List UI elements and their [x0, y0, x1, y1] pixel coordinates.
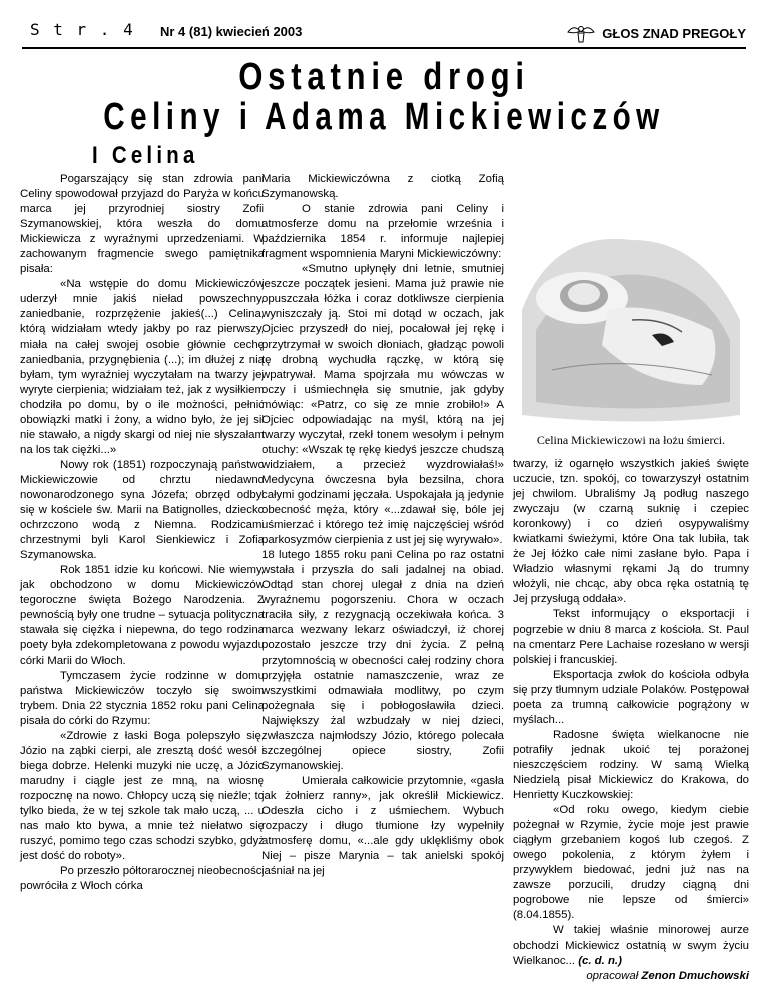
paragraph: Maria Mickiewiczówna z ciotką Zofią Szymanowską.: [262, 173, 504, 201]
author-name: Zenon Dmuchowski: [641, 969, 749, 982]
paragraph: «Od roku owego, kiedym ciebie pożegnał w Rzymie, życie moje jest prawie ciągłym grzebaniem kogoś lub czegoś. Z owego pokolenia, z którym żyłem i przywykłem biedować, jedni już nas na zawsze porzucili, drudzy ciągną dni pogrobowe nie lepsze od śmierci» (8.04.1855).: [513, 804, 749, 922]
paragraph: 18 lutego 1855 roku pani Celina po raz ostatni wstała i przyszła do sali jadalnej na obiad. Odtąd stan chorej ulegał z dnia na dzień wyraźnemu pogorszeniu. Chora w oczach traciła siły, z rezygnacją oczekiwała końca. 3 marca wezwany lekarz oświadczył, iż chorej pozostało jeszcze trzy dni życia. Z pełną przytomnością w obecności całej rodziny chora przyjęła ostatnie namaszczenie, wraz ze wszystkimi odmawiała modlitwy, po czym pożegnała się i pobłogosławiła dzieci. Największy żal wzbudzały w niej dzieci, zwłaszcza najmłodszy Józio, którego polecała szczególnej opiece siostry, Zofii Szymanowskiej.: [262, 549, 504, 772]
paragraph: Tekst informujący o eksportacji i pogrzebie w dniu 8 marca z kościoła. St. Paul na cmentarz Pere Lachaise rozesłano w wersji polskiej i francuskiej.: [513, 608, 749, 666]
deathbed-illustration: [512, 170, 750, 430]
column-1: [20, 172, 264, 894]
column-2: [262, 172, 504, 879]
publication-name: [566, 22, 746, 44]
paragraph: Radosne święta wielkanocne nie potrafiły jednak ukoić tej porażonej nieszczęściem rodziny. W samą Wielką Niedzielą pisał Mickiewicz do Krakowa, do Henrietty Kuczkowskiej:: [513, 728, 749, 802]
article-title-line1: Ostatnie drogi: [238, 56, 530, 98]
column-3: [513, 457, 749, 984]
signature-prefix: opracował: [586, 969, 639, 982]
paragraph: [513, 923, 749, 968]
paragraph: «Zdrowie z łaski Boga polepszyło się, Józio na ząbki cierpi, ale zresztą dość wesół i biega dobrze. Helenki muzyki nie uczę, a Józio marudny i ciągle jest ze mną, na wiosnę rozpocznę na nowo. Chłopcy uczą się nieźle; to tylko bieda, że w tej szkole tak mało uczą, ... u nas mało kto bywa, a mnie też niełatwo się ruszyć, pomimo tego czas schodzi szybko, gdyż jest dość do roboty».: [20, 729, 264, 863]
page-number: S t r . 4: [30, 20, 135, 39]
paragraph: Umierała całkowicie przytomnie, «gasła jak żołnierz ranny», jak określił Mickiewicz. Odeszła cicho i z uśmiechem. Wybuch rozpaczy i długo tłumione łzy wypełniły atmosferę domu, «...ale gdy uklękliśmy obok Niej – pisze Marynia – tak anielski spokój jaśniał na jej: [262, 774, 504, 878]
paragraph: Pogarszający się stan zdrowia pani Celiny spowodował przyjazd do Paryża w końcu marca jej przyrodniej siostry Zofii Szymanowskiej, która weszła do domu Mickiewicza z wyraźnymi uprzedzeniami. W zachowanym fragmencie swego pamiętnika pisała:: [20, 173, 264, 276]
signature: [513, 969, 749, 984]
paragraph: Rok 1851 idzie ku końcowi. Nie wiemy, jak obchodzono w domu Mickiewiczów tegoroczne święta Bożego Narodzenia. Z pewnością były one trudne – sytuacja polityczna stawała się ciężka i niepewna, do tego rodzina poety była zdekompletowana z powodu wyjazdu córki Marii do Włoch.: [20, 564, 264, 667]
paragraph: O stanie zdrowia pani Celiny i atmosferze domu na przełomie września i października 1854 r. informuje najlepiej fragment wspomnienia Maryni Mickiewiczówny:: [262, 203, 504, 261]
article-title-line2: Celiny i Adama Mickiewiczów: [103, 96, 665, 138]
header-rule: [22, 47, 746, 49]
publication-title: GŁOS ZNAD PREGOŁY: [602, 25, 746, 41]
paragraph-text: W takiej właśnie minorowej aurze obchodzi Mickiewicz ostatnią w swym życiu Wielkanoc...: [513, 924, 749, 967]
paragraph: Eksportacja zwłok do kościoła odbyła się przy tłumnym udziale Polaków. Postępował poeta za trumną całkowicie pogrążony w myślach...: [513, 668, 749, 726]
illustration-caption: Celina Mickiewiczowi na łożu śmierci.: [536, 433, 726, 447]
issue-label: Nr 4 (81) kwiecień 2003: [160, 24, 303, 39]
angel-logo-icon: [566, 22, 596, 44]
paragraph: «Smutno upłynęły dni letnie, smutniej jeszcze początek jesieni. Mama już prawie nie opuszczała łóżka i coraz dotkliwsze cierpienia wyniszczały ją. Stoi mi dotąd w oczach, jak Ojciec przyszedł do niej, pocałował jej rękę i przytrzymał w swoich dłoniach, gładząc powoli tę drobną wychudła rączkę, w którą się wpatrywał. Mama spojrzała mu wówczas w oczy i uśmiechnęła się smutnie, jak gdyby mówiąc: «Patrz, co się ze mnie zrobiło!» A Ojciec odpowiadając na myśl, którą na jej twarzy wyczytał, rzekł tonem wesołym i pełnym otuchy: «Wszak tę rękę kiedyś jeszcze chudszą widziałem, a przecież wyzdrowiałaś!» Medycyna ówczesna była bezsilna, chora całymi godzinami jęczała. Uspokajała ją jedynie obecność męża, który «...zdawał się, bóle jej uśmierzać i którego też imię najczęściej wśród parkosyzmów cierpienia z ust jej się wyrywało».: [262, 263, 504, 547]
paragraph: Nowy rok (1851) rozpoczynają państwo Mickiewiczowie od chrztu niedawno nowonarodzonego syna Józefa; obrzęd odbył się w kościele św. Marii na Batignolles, dziecko ochrzczono wodą z Niemna. Rodzicami chrzestnymi byli Karol Sienkiewicz i Zofia Szymanowska.: [20, 458, 264, 562]
paragraph: «Na wstępie do domu Mickiewiczów uderzył mnie jakiś nieład powszechny, zaniedbanie, rozprzężenie jakieś(...) Celina, którą widziałam wtedy jakby po raz pierwszy, miała na całej swojej osobie głównie cechę zaniedbania, przygnębienia (...); im dłużej z nią byłam, tym wyraźniej wyczytałam na twarzy jej wyryte cierpienia; widziałam też, jak z wysiłkiem chodziła po domu, by o ile możności, pełnić obowiązki matki i żony, a widno było, że jej sił nie stawało, a nigdy skargi od niej nie słyszałam na los tak ciężki...»: [20, 278, 264, 456]
section-title: I Celina: [92, 142, 199, 169]
paragraph: Tymczasem życie rodzinne w domu państwa Mickiewiczów toczyło się swoim trybem. Dnia 22 stycznia 1852 roku pani Celina pisała do córki do Rzymu:: [20, 669, 264, 727]
paragraph: twarzy, iż ogarnęło wszystkich jakieś święte uczucie, tzn. spokój, co towarzyszył ostatnim jej chwilom. Ubraliśmy Ją podług naszego zwyczaju (w czarną suknię i czepiec koronkowy) i co dzień osypywaliśmy kwiatkami świeżymi, które Ona tak lubiła, tak że Jej łóżko całe nimi zasłane było. Papa i Władzio własnymi rękami Ją do trumny włożyli, nie chcąc, aby obca ręka ostatnią tę Jej przysługą oddała».: [513, 458, 749, 606]
continuation-note: (c. d. n.): [578, 954, 622, 967]
paragraph: Po przeszło półtorarocznej nieobecności powróciła z Włoch córka: [20, 865, 264, 893]
